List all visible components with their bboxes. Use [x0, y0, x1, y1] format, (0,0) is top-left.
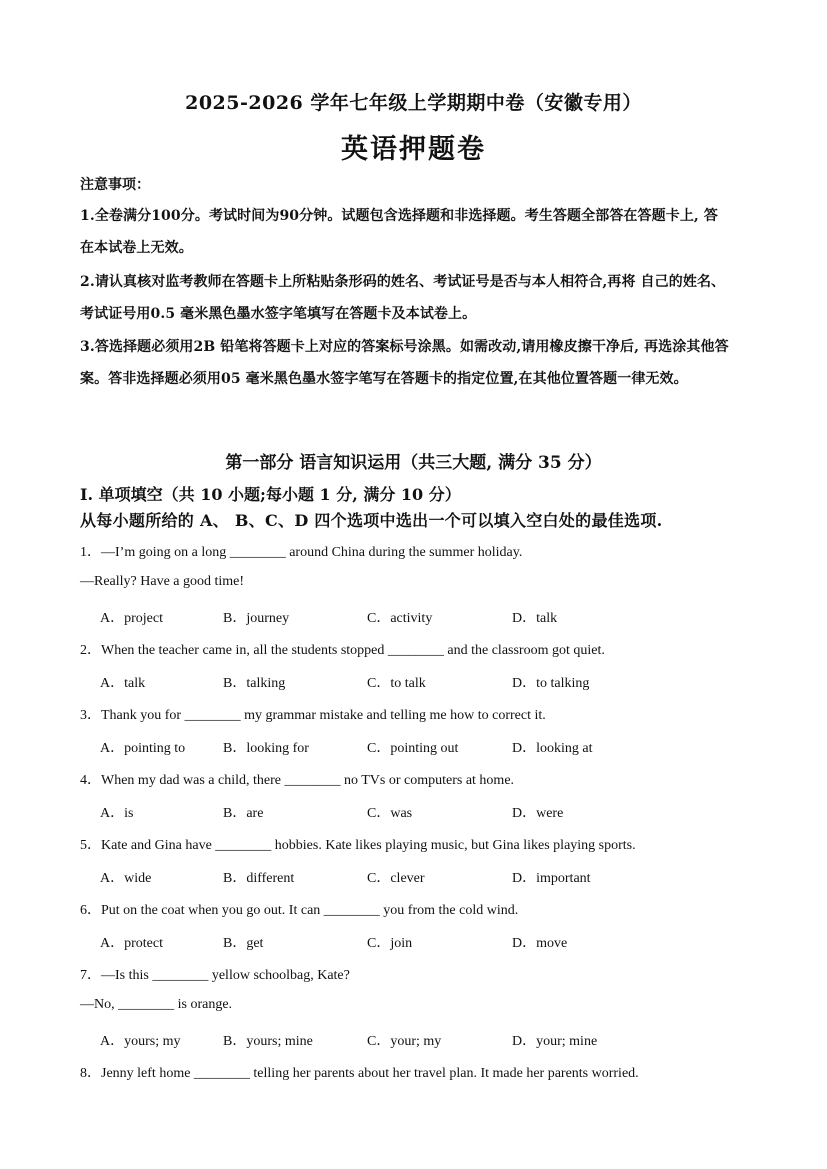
option-b[interactable]: B．get	[223, 936, 264, 951]
option-c[interactable]: C．your; my	[367, 1034, 442, 1049]
option-c[interactable]: C．clever	[367, 871, 425, 886]
option-d[interactable]: D．looking at	[512, 741, 593, 756]
option-b[interactable]: B．are	[223, 806, 264, 821]
section-title: I. 单项填空（共 10 小题;每小题 1 分, 满分 10 分）	[80, 485, 461, 504]
option-d[interactable]: D．were	[512, 806, 564, 821]
option-c[interactable]: C．to talk	[367, 676, 426, 691]
notice-line: 在本试卷上无效。	[80, 240, 193, 256]
option-b[interactable]: B．different	[223, 871, 295, 886]
question-7-reply: —No, ________ is orange.	[80, 997, 233, 1012]
option-d[interactable]: D．to talking	[512, 676, 590, 691]
option-b[interactable]: B．looking for	[223, 741, 309, 756]
question-6-stem: 6．Put on the coat when you go out. It can ________ you from the cold wind.	[80, 903, 519, 918]
option-a[interactable]: A．is	[100, 806, 134, 821]
option-d[interactable]: D．move	[512, 936, 568, 951]
question-1-stem: 1．—I’m going on a long ________ around China during the summer holiday.	[80, 545, 523, 560]
option-a[interactable]: A．protect	[100, 936, 163, 951]
question-3-stem: 3．Thank you for ________ my grammar mistake and telling me how to correct it.	[80, 708, 546, 723]
option-b[interactable]: B．yours; mine	[223, 1034, 313, 1049]
exam-subtitle: 英语押题卷	[341, 134, 486, 165]
option-b[interactable]: B．talking	[223, 676, 286, 691]
notice-line: 1.全卷满分100分。考试时间为90分钟。试题包含选择题和非选择题。考生答题全部答在答题卡上, 答	[80, 208, 718, 224]
option-a[interactable]: A．wide	[100, 871, 152, 886]
question-2-stem: 2．When the teacher came in, all the students stopped ________ and the classroom got quiet.	[80, 643, 605, 658]
option-c[interactable]: C．activity	[367, 611, 433, 626]
option-a[interactable]: A．yours; my	[100, 1034, 181, 1049]
notice-line: 案。答非选择题必须用05 毫米黑色墨水签字笔写在答题卡的指定位置,在其他位置答题一律无效。	[80, 371, 688, 387]
section-instruction: 从每小题所给的 A、 B、C、D 四个选项中选出一个可以填入空白处的最佳选项.	[80, 511, 663, 530]
option-c[interactable]: C．join	[367, 936, 413, 951]
notice-heading: 注意事项：	[80, 177, 150, 193]
question-1-reply: —Really? Have a good time!	[80, 574, 245, 589]
exam-title: 2025-2026 学年七年级上学期期中卷（安徽专用）	[185, 92, 642, 114]
question-4-stem: 4．When my dad was a child, there ________ no TVs or computers at home.	[80, 773, 515, 788]
question-8-stem: 8．Jenny left home ________ telling her parents about her travel plan. It made her parents worried.	[80, 1066, 639, 1081]
option-a[interactable]: A．talk	[100, 676, 146, 691]
part-heading: 第一部分 语言知识运用（共三大题, 满分 35 分）	[225, 453, 602, 473]
question-5-stem: 5．Kate and Gina have ________ hobbies. Kate likes playing music, but Gina likes playing sports.	[80, 838, 636, 853]
option-a[interactable]: A．pointing to	[100, 741, 186, 756]
notice-line: 3.答选择题必须用2B 铅笔将答题卡上对应的答案标号涂黑。如需改动,请用橡皮擦干净后, 再选涂其他答	[80, 339, 729, 355]
notice-line: 2.请认真核对监考教师在答题卡上所粘贴条形码的姓名、考试证号是否与本人相符合,再将 自己的姓名、	[80, 274, 726, 290]
notice-line: 考试证号用0.5 毫米黑色墨水签字笔填写在答题卡及本试卷上。	[80, 306, 477, 322]
option-c[interactable]: C．was	[367, 806, 413, 821]
option-a[interactable]: A．project	[100, 611, 163, 626]
question-7-stem: 7．—Is this ________ yellow schoolbag, Kate?	[80, 968, 350, 983]
option-b[interactable]: B．journey	[223, 611, 290, 626]
option-c[interactable]: C．pointing out	[367, 741, 459, 756]
option-d[interactable]: D．your; mine	[512, 1034, 598, 1049]
option-d[interactable]: D．talk	[512, 611, 558, 626]
option-d[interactable]: D．important	[512, 871, 591, 886]
